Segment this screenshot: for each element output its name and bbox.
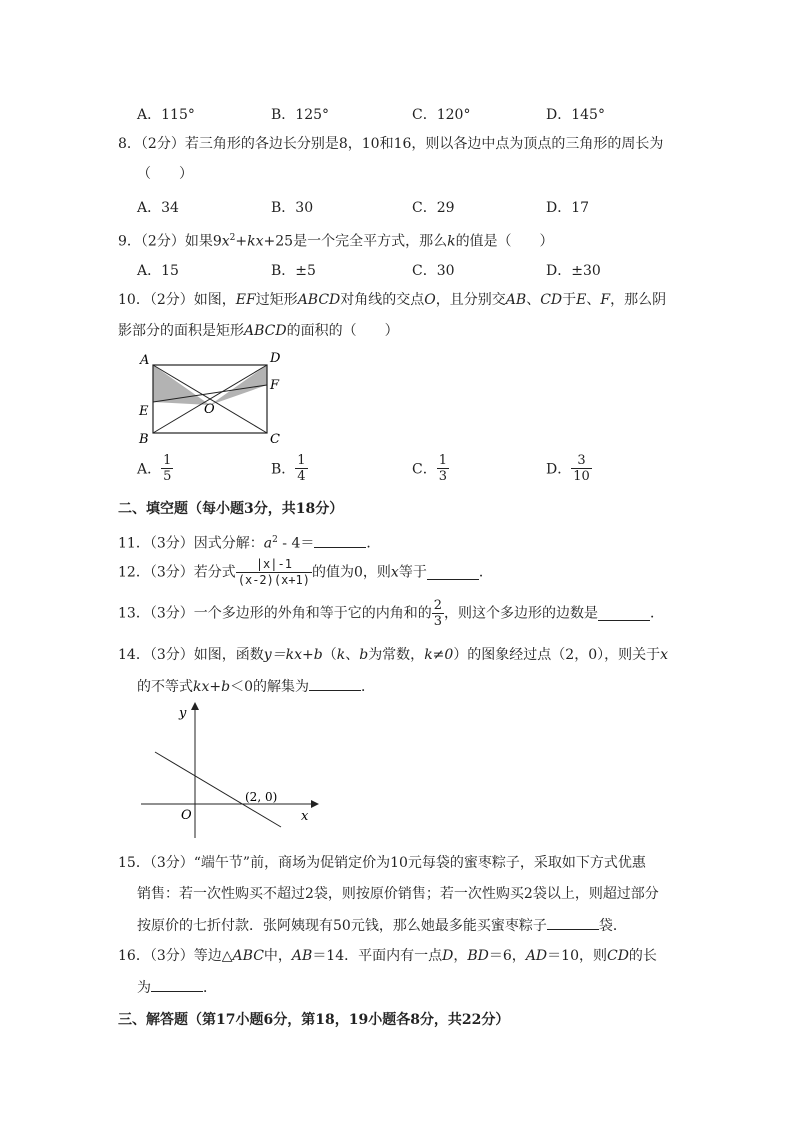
q7-option-d[interactable]: D．145° (546, 107, 605, 123)
point-label: (2, 0) (245, 790, 278, 804)
q16-answer-blank[interactable] (151, 977, 203, 992)
origin-label: O (181, 808, 192, 823)
section-3-heading: 三、解答题（第17小题6分，第18，19小题各8分，共22分） (118, 1012, 510, 1028)
q10-option-c[interactable]: C． $\frac{1}{3}$ (412, 453, 447, 484)
q14-text: 14．（3分）如图，函数y＝kx+b（k、b为常数，k≠0）的图象经过点（2，0），则关于x (118, 647, 669, 663)
q15-text: 15．（3分）“端午节”前，商场为促销定价为10元每袋的蜜枣粽子，采取如下方式优惠 (118, 855, 646, 871)
q8-option-a[interactable]: A．34 (137, 200, 179, 216)
q12-text: 12．（3分）若分式 $\frac{|x|-1}{(x-2)(x+1)}$ 的值为0，则x等于 ． (118, 557, 493, 587)
q11-text: 11．（3分）因式分解：$a^2 - 4=$ ． (118, 530, 380, 554)
q10-option-d[interactable]: D． $\frac{3}{10}$ (546, 453, 590, 484)
label-d: D (270, 351, 281, 366)
label-o: O (204, 402, 215, 417)
y-axis-arrow (191, 702, 199, 710)
q15-text-line2: 销售：若一次性购买不超过2袋，则按原价销售；若一次性购买2袋以上，则超过部分 (137, 886, 659, 902)
q14-graph (135, 700, 325, 845)
q13-text: 13．（3分）一个多边形的外角和等于它的内角和的 $\frac{2}{3}$ ，则这个多边形的边数是 ． (118, 598, 665, 629)
q9-option-b[interactable]: B．±5 (271, 263, 316, 279)
q11-answer-blank[interactable] (314, 533, 366, 548)
q10-text-line2: 影部分的面积是矩形ABCD的面积的（ ） (118, 323, 399, 339)
q8-text: 8．（2分）若三角形的各边长分别是8，10和16，则以各边中点为顶点的三角形的周长为 (118, 136, 664, 152)
y-axis-label: y (179, 706, 187, 721)
q13-answer-blank[interactable] (598, 606, 650, 621)
label-e: E (139, 404, 149, 419)
q10-option-b[interactable]: B． $\frac{1}{4}$ (271, 453, 306, 484)
q8-paren: （ ） (137, 166, 193, 182)
label-a: A (140, 353, 150, 368)
q14-text-line2: 的不等式kx+b＜0的解集为 ． (137, 676, 375, 697)
rectangle-figure (130, 345, 290, 450)
q8-option-b[interactable]: B．30 (271, 200, 314, 216)
q15-answer-blank[interactable] (547, 915, 599, 930)
x-axis-arrow (311, 800, 319, 808)
q8-option-d[interactable]: D．17 (546, 200, 590, 216)
q12-answer-blank[interactable] (427, 565, 479, 580)
q8-option-c[interactable]: C．29 (412, 200, 455, 216)
label-c: C (270, 432, 280, 447)
q7-option-b[interactable]: B．125° (271, 107, 330, 123)
section-2-heading: 二、填空题（每小题3分，共18分） (118, 501, 344, 517)
q10-text: 10．（2分）如图，EF过矩形ABCD对角线的交点O，且分别交AB、CD于E、F，那么阴 (118, 292, 667, 308)
q16-text-line2: 为 ． (137, 977, 217, 998)
q9-option-d[interactable]: D．±30 (546, 263, 601, 279)
shaded-triangle-left (153, 365, 210, 405)
q9-option-c[interactable]: C．30 (412, 263, 455, 279)
q14-answer-blank[interactable] (309, 676, 361, 691)
label-f: F (270, 378, 280, 393)
q7-option-a[interactable]: A．115° (137, 107, 195, 123)
q15-text-line3: 按原价的七折付款．张阿姨现有50元钱，那么她最多能买蜜枣粽子 袋． (137, 915, 627, 936)
x-axis-label: x (301, 809, 309, 824)
q7-option-c[interactable]: C．120° (412, 107, 471, 123)
q9-option-a[interactable]: A．15 (137, 263, 179, 279)
shaded-triangle-right (210, 365, 267, 405)
label-b: B (139, 432, 149, 447)
q10-option-a[interactable]: A． $\frac{1}{5}$ (137, 453, 172, 484)
q9-text: 9．（2分）如果$9x^2+kx+25$是一个完全平方式，那么k的值是（ ） (118, 233, 554, 250)
q16-text: 16．（3分）等边△ABC中，AB＝14．平面内有一点D，BD＝6，AD＝10，则CD的长 (118, 948, 657, 964)
